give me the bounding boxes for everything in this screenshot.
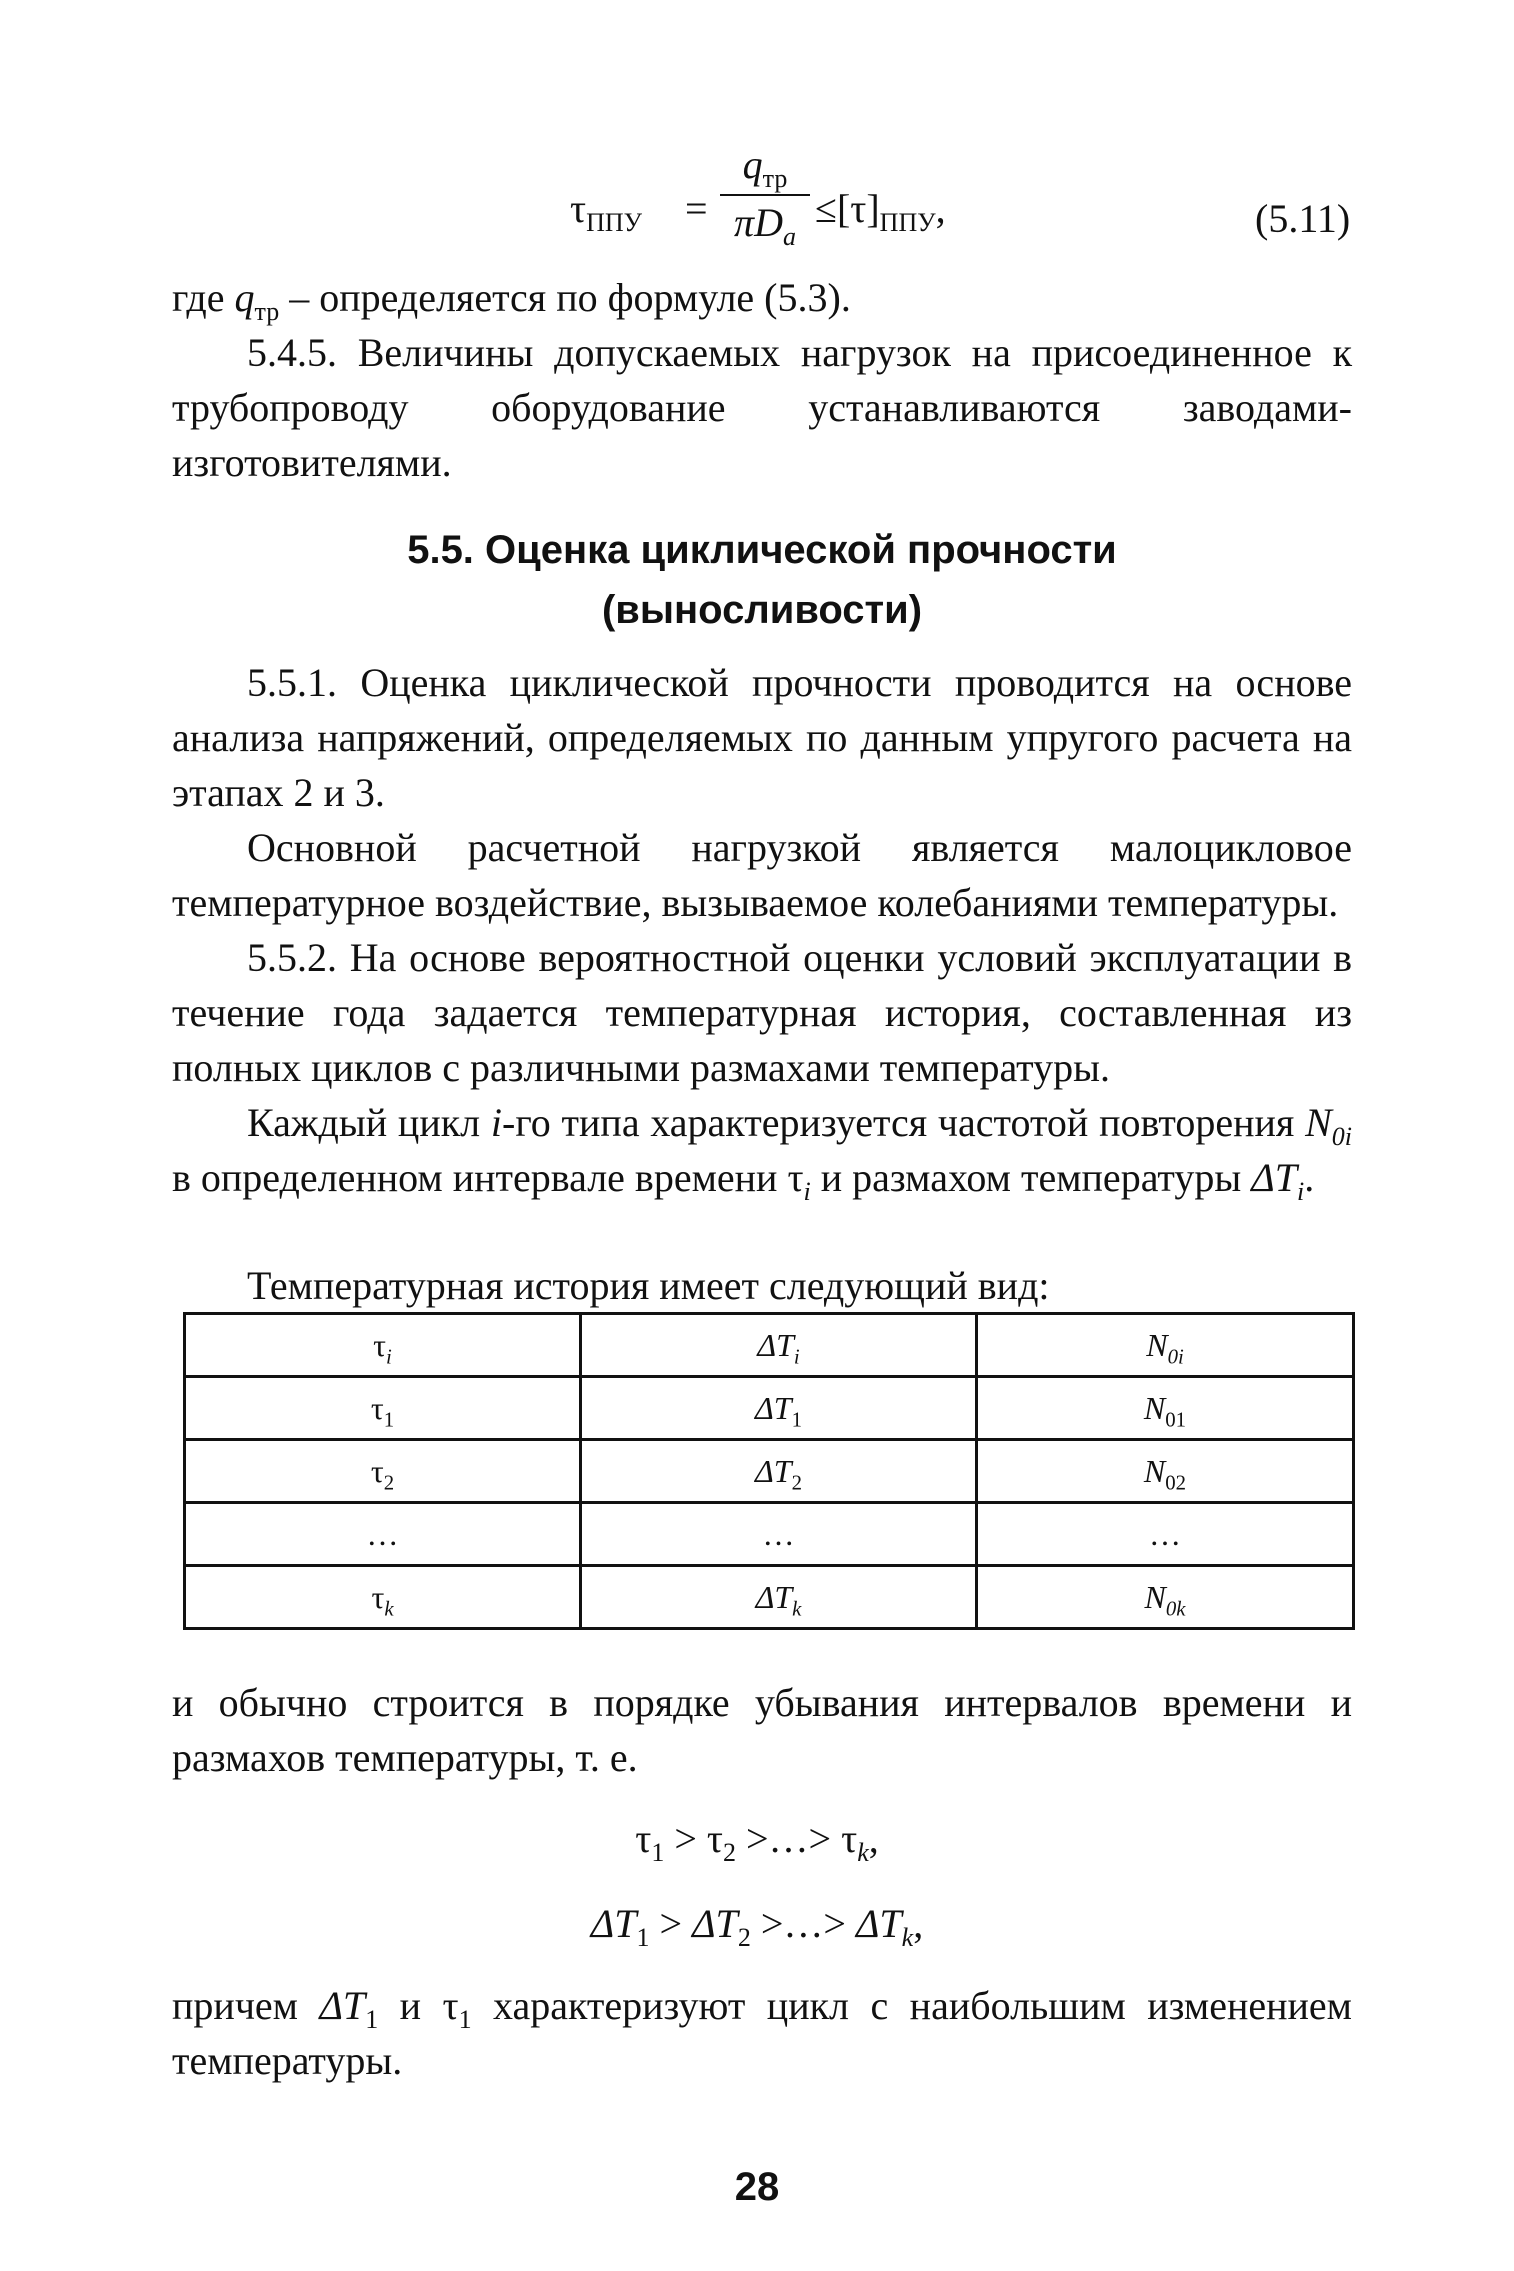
table-cell: $\Delta T_2$: [581, 1440, 977, 1503]
table-cell: $\Delta T_k$: [581, 1566, 977, 1629]
table-cell: $\Delta T_i$: [581, 1314, 977, 1377]
table-cell: $N_{0k}$: [977, 1566, 1354, 1629]
table-cell: …: [977, 1503, 1354, 1566]
para-5-5-1: 5.5.1. Оценка циклической прочности проводится на основе анализа напряжений, определяемых по данным упругого расчета на этапах 2 и 3.: [172, 660, 1352, 815]
table-cell: $\Delta T_1$: [581, 1377, 977, 1440]
para-cycle: Каждый цикл i-го типа характеризуется частотой повторения $N_{0i}$ в определенном интервале времени $\tau_i$ и размахом температуры $\Delta T_i$.: [172, 1100, 1352, 1207]
para-history-intro: Температурная история имеет следующий вид:: [247, 1263, 1050, 1308]
table-row: [185, 1440, 1354, 1503]
formula-lhs: $\tau_{ППУ}$: [570, 186, 643, 238]
table-row: [185, 1503, 1354, 1566]
table-cell: $N_{01}$: [977, 1377, 1354, 1440]
table-cell: $N_{0i}$: [977, 1314, 1354, 1377]
para-order: и обычно строится в порядке убывания интервалов времени и размахов температуры, т. е.: [172, 1680, 1352, 1780]
formula-fraction: [720, 140, 810, 252]
formula-5-11: [0, 140, 1514, 280]
table-cell: …: [581, 1503, 977, 1566]
table-cell: $N_{02}$: [977, 1440, 1354, 1503]
fraction-denominator: $\pi D_a$: [734, 200, 796, 252]
formula-rhs: $\le[\tau]_{ППУ}$,: [815, 186, 946, 238]
table-cell: $\tau_k$: [185, 1566, 581, 1629]
heading-line-1: 5.5. Оценка циклической прочности: [407, 528, 1117, 572]
para-5-5-2: 5.5.2. На основе вероятностной оценки условий эксплуатации в течение года задается температурная история, составленная из полных циклов с различными размахами температуры.: [172, 935, 1352, 1090]
temperature-history-table: [183, 1312, 1355, 1630]
table-cell: $\tau_1$: [185, 1377, 581, 1440]
inequality-tau: $\tau_1 > \tau_2$ >…> $\tau_k$,: [635, 1816, 879, 1868]
table-cell: $\tau_2$: [185, 1440, 581, 1503]
table-row: [185, 1377, 1354, 1440]
section-heading: [172, 520, 1352, 640]
para-final: причем $\Delta T_1$ и $\tau_1$ характеризуют цикл с наибольшим изменением температуры.: [172, 1983, 1352, 2083]
table-row: [185, 1314, 1354, 1377]
table-cell: …: [185, 1503, 581, 1566]
para-5-4-5: 5.4.5. Величины допускаемых нагрузок на присоединенное к трубопроводу оборудование устанавливаются заводами-изготовителями.: [172, 330, 1352, 485]
formula-equals: =: [685, 186, 708, 231]
fraction-bar: [720, 194, 810, 196]
formula-number: (5.11): [1255, 196, 1351, 241]
inequality-delta-t: $\Delta T_1 > \Delta T_2$ >…> $\Delta T_k$,: [590, 1901, 924, 1953]
table-cell: $\tau_i$: [185, 1314, 581, 1377]
para-main-load: Основной расчетной нагрузкой является малоцикловое температурное воздействие, вызываемое колебаниями температуры.: [172, 825, 1352, 925]
para-where: где $q_{тр}$ – определяется по формуле (5.3).: [172, 275, 851, 327]
page-number: 28: [734, 2165, 780, 2209]
fraction-numerator: $q_{тр}$: [742, 142, 788, 194]
table-row: [185, 1566, 1354, 1629]
heading-line-2: (выносливости): [601, 588, 923, 632]
